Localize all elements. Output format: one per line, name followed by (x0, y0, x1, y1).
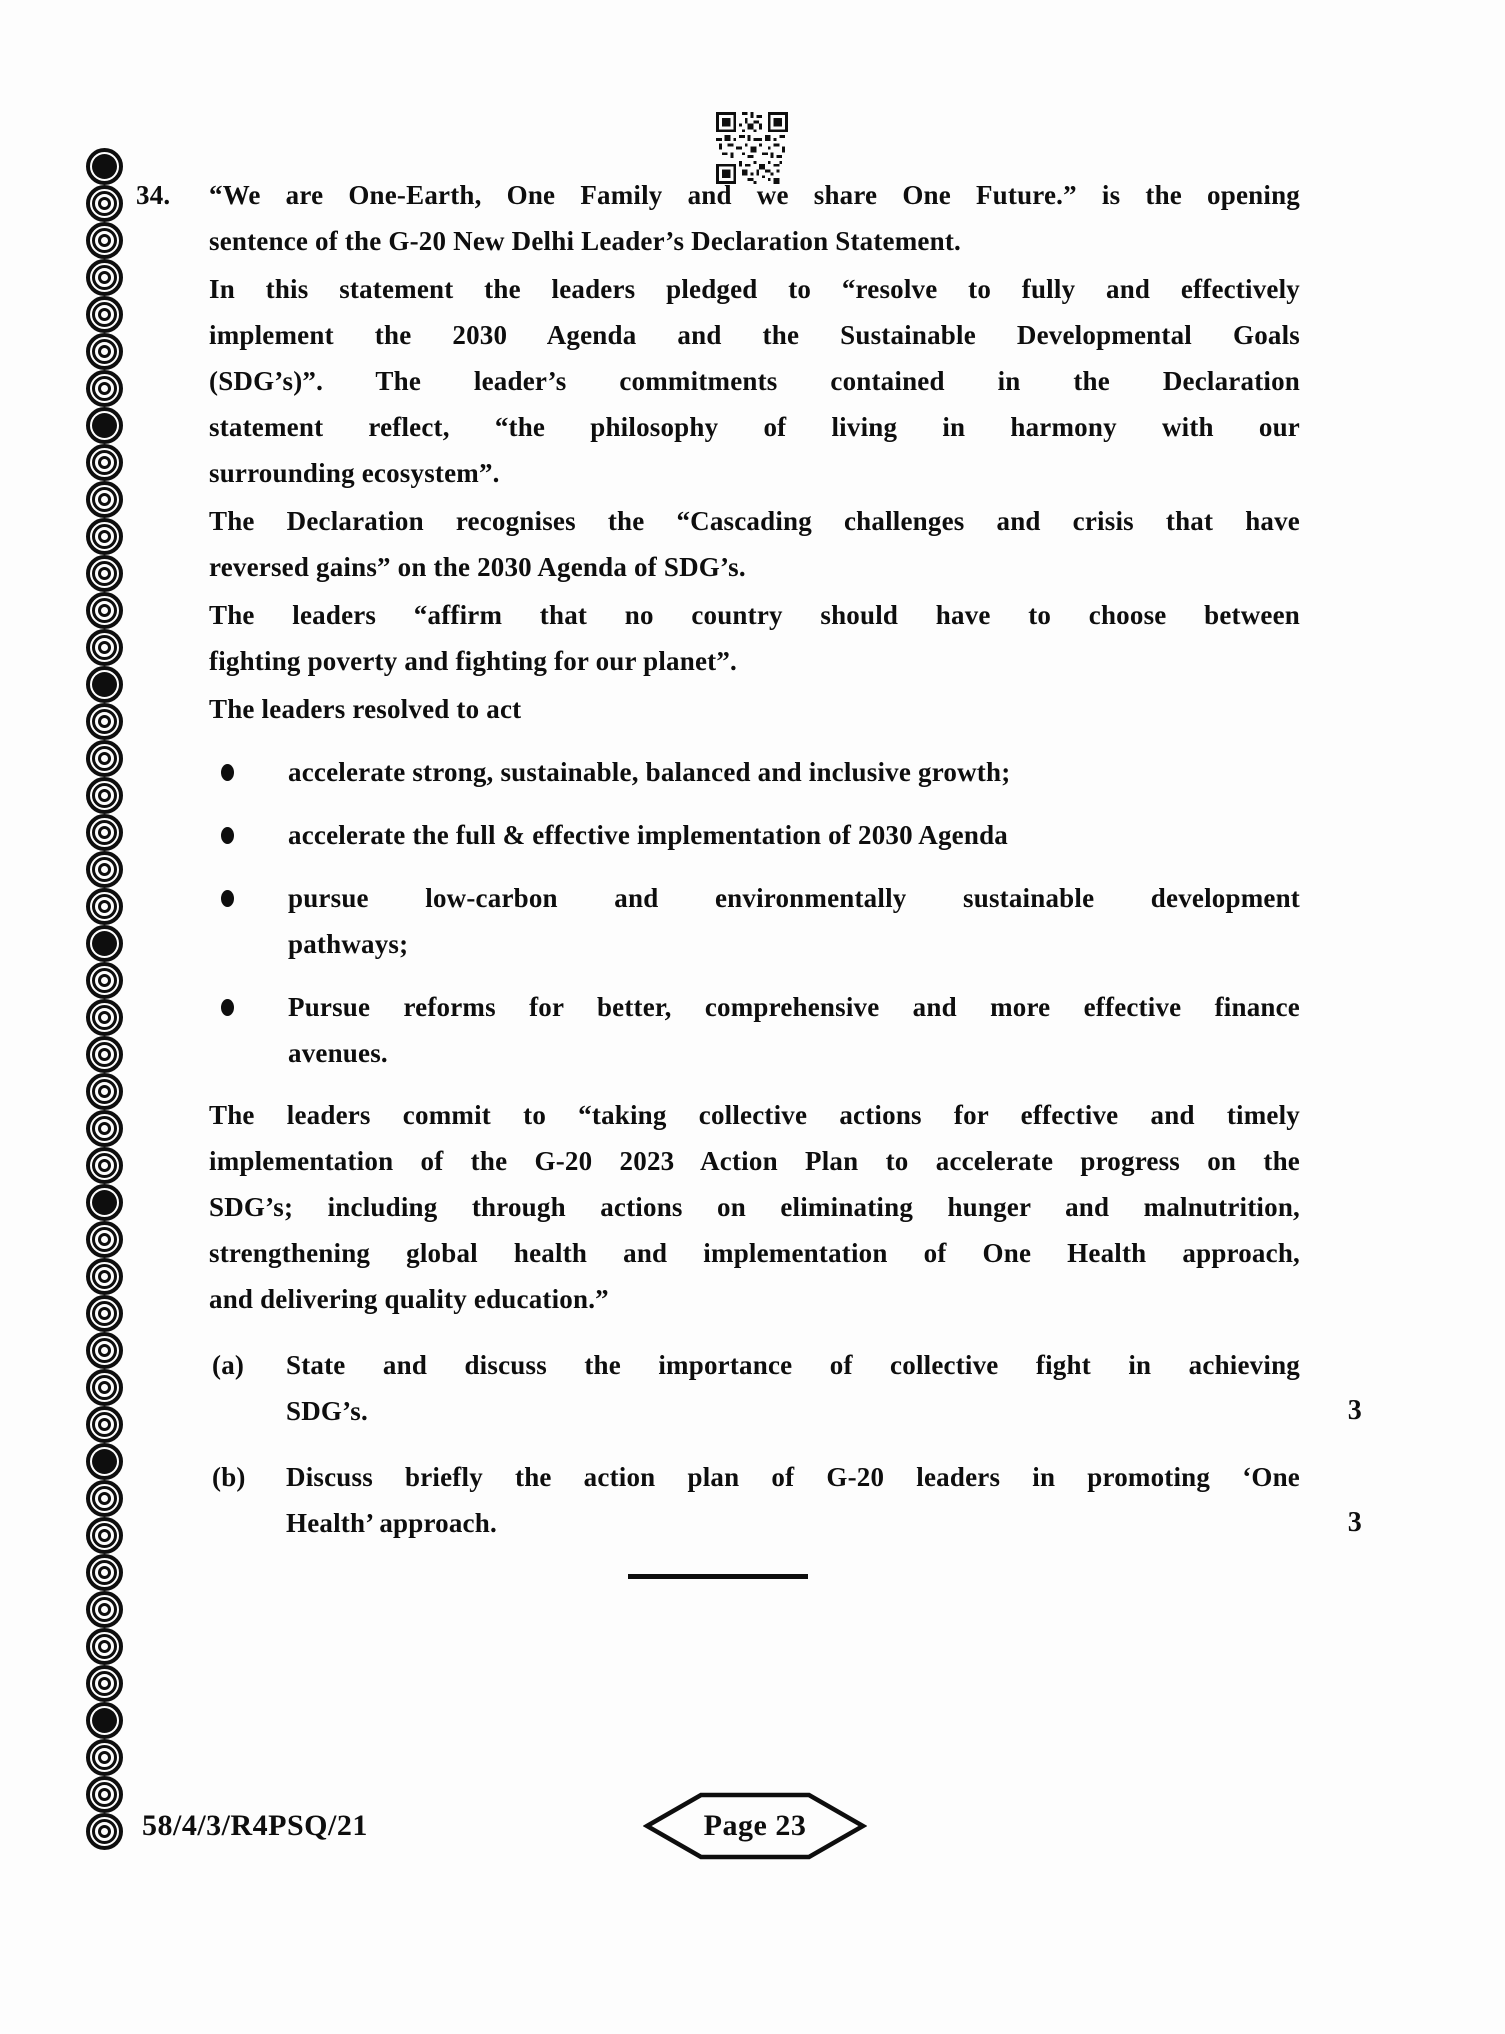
bullet-icon (221, 890, 234, 907)
text-line: strengthening global health and implementation of One Health approach, (209, 1238, 1300, 1268)
binding-hole (86, 851, 123, 888)
bullet-icon (221, 827, 234, 844)
question-text (209, 172, 1362, 1546)
binding-hole (86, 1295, 123, 1332)
binding-hole-solid (86, 148, 123, 185)
text-line: (SDG’s)”. The leader’s commitments contained in the Declaration (209, 366, 1300, 396)
binding-hole (86, 777, 123, 814)
text-line: Pursue reforms for better, comprehensive and more effective finance (288, 992, 1300, 1022)
subquestion-b (209, 1454, 1362, 1546)
binding-hole-solid (86, 666, 123, 703)
bullet-icon (221, 764, 234, 781)
binding-hole (86, 1739, 123, 1776)
page-number-badge (643, 1792, 867, 1860)
binding-hole (86, 370, 123, 407)
binding-hole (86, 629, 123, 666)
binding-hole (86, 296, 123, 333)
binding-hole (86, 1147, 123, 1184)
text-line: pursue low-carbon and environmentally sustainable development (288, 883, 1300, 913)
subquestion-label: (a) (212, 1350, 245, 1380)
text-line: SDG’s; including through actions on eliminating hunger and malnutrition, (209, 1192, 1300, 1222)
question-number: 34. (136, 180, 171, 210)
text-line: pathways; (288, 929, 409, 959)
binding-hole (86, 592, 123, 629)
bullet-item (209, 812, 1300, 858)
binding-hole-solid (86, 1443, 123, 1480)
subquestion-a (209, 1342, 1362, 1434)
paragraph (209, 266, 1300, 496)
text-line: surrounding ecosystem”. (209, 458, 500, 488)
paragraph (209, 498, 1300, 590)
binding-hole (86, 703, 123, 740)
text-line: accelerate strong, sustainable, balanced and inclusive growth; (288, 757, 1011, 787)
binding-hole (86, 1258, 123, 1295)
text-line: fighting poverty and fighting for our planet”. (209, 646, 738, 676)
binding-hole (86, 740, 123, 777)
binding-hole (86, 1517, 123, 1554)
text-line: and delivering quality education.” (209, 1284, 609, 1314)
binding-hole (86, 962, 123, 999)
binding-hole (86, 1628, 123, 1665)
binding-hole (86, 1406, 123, 1443)
binding-hole-solid (86, 1702, 123, 1739)
text-line: The Declaration recognises the “Cascading challenges and crisis that have (209, 506, 1300, 536)
text-line: statement reflect, “the philosophy of living in harmony with our (209, 412, 1300, 442)
binding-hole (86, 1369, 123, 1406)
marks-value: 3 (1347, 1395, 1362, 1426)
subquestion-label: (b) (212, 1462, 246, 1492)
bullet-item (209, 749, 1300, 795)
paragraph (209, 592, 1300, 684)
binding-hole (86, 1332, 123, 1369)
text-line: The leaders commit to “taking collective actions for effective and timely (209, 1100, 1300, 1130)
binding-hole (86, 1073, 123, 1110)
text-line: reversed gains” on the 2030 Agenda of SDG’s. (209, 552, 746, 582)
text-line: State and discuss the importance of collective fight in achieving (286, 1350, 1300, 1380)
text-line: The leaders resolved to act (209, 694, 522, 724)
binding-hole (86, 1110, 123, 1147)
binding-hole (86, 444, 123, 481)
binding-hole (86, 333, 123, 370)
binding-hole (86, 555, 123, 592)
binding-hole (86, 1665, 123, 1702)
binding-hole (86, 1221, 123, 1258)
binding-hole (86, 185, 123, 222)
bullet-item (209, 984, 1300, 1076)
text-line: In this statement the leaders pledged to “resolve to fully and effectively (209, 274, 1300, 304)
paragraph (209, 686, 1300, 732)
binding-hole (86, 1591, 123, 1628)
text-line: SDG’s. (286, 1396, 368, 1426)
binding-hole-solid (86, 1184, 123, 1221)
paragraph (209, 172, 1300, 264)
binding-hole (86, 888, 123, 925)
text-line: accelerate the full & effective implementation of 2030 Agenda (288, 820, 1009, 850)
text-line: The leaders “affirm that no country should have to choose between (209, 600, 1300, 630)
marks-value: 3 (1347, 1507, 1362, 1538)
text-line: sentence of the G-20 New Delhi Leader’s Declaration Statement. (209, 226, 961, 256)
page-number-label: Page 23 (703, 1809, 807, 1842)
paper-code: 58/4/3/R4PSQ/21 (142, 1809, 368, 1842)
binding-column (86, 148, 123, 1850)
binding-hole (86, 481, 123, 518)
text-line: Discuss briefly the action plan of G-20 leaders in promoting ‘One (286, 1462, 1300, 1492)
text-line: “We are One-Earth, One Family and we share One Future.” is the opening (209, 180, 1300, 210)
bullet-icon (221, 999, 234, 1016)
binding-hole (86, 1813, 123, 1850)
binding-hole (86, 1480, 123, 1517)
binding-hole (86, 259, 123, 296)
question-block (136, 172, 1362, 1546)
binding-hole (86, 518, 123, 555)
binding-hole (86, 222, 123, 259)
binding-hole-solid (86, 407, 123, 444)
binding-hole (86, 814, 123, 851)
section-divider (628, 1574, 808, 1579)
text-line: avenues. (288, 1038, 388, 1068)
text-line: implementation of the G-20 2023 Action Plan to accelerate progress on the (209, 1146, 1300, 1176)
binding-hole (86, 1776, 123, 1813)
binding-hole (86, 1036, 123, 1073)
bullet-item (209, 875, 1300, 967)
text-line: implement the 2030 Agenda and the Sustainable Developmental Goals (209, 320, 1300, 350)
binding-hole (86, 1554, 123, 1591)
text-line: Health’ approach. (286, 1508, 497, 1538)
binding-hole-solid (86, 925, 123, 962)
paragraph (209, 1092, 1300, 1322)
binding-hole (86, 999, 123, 1036)
